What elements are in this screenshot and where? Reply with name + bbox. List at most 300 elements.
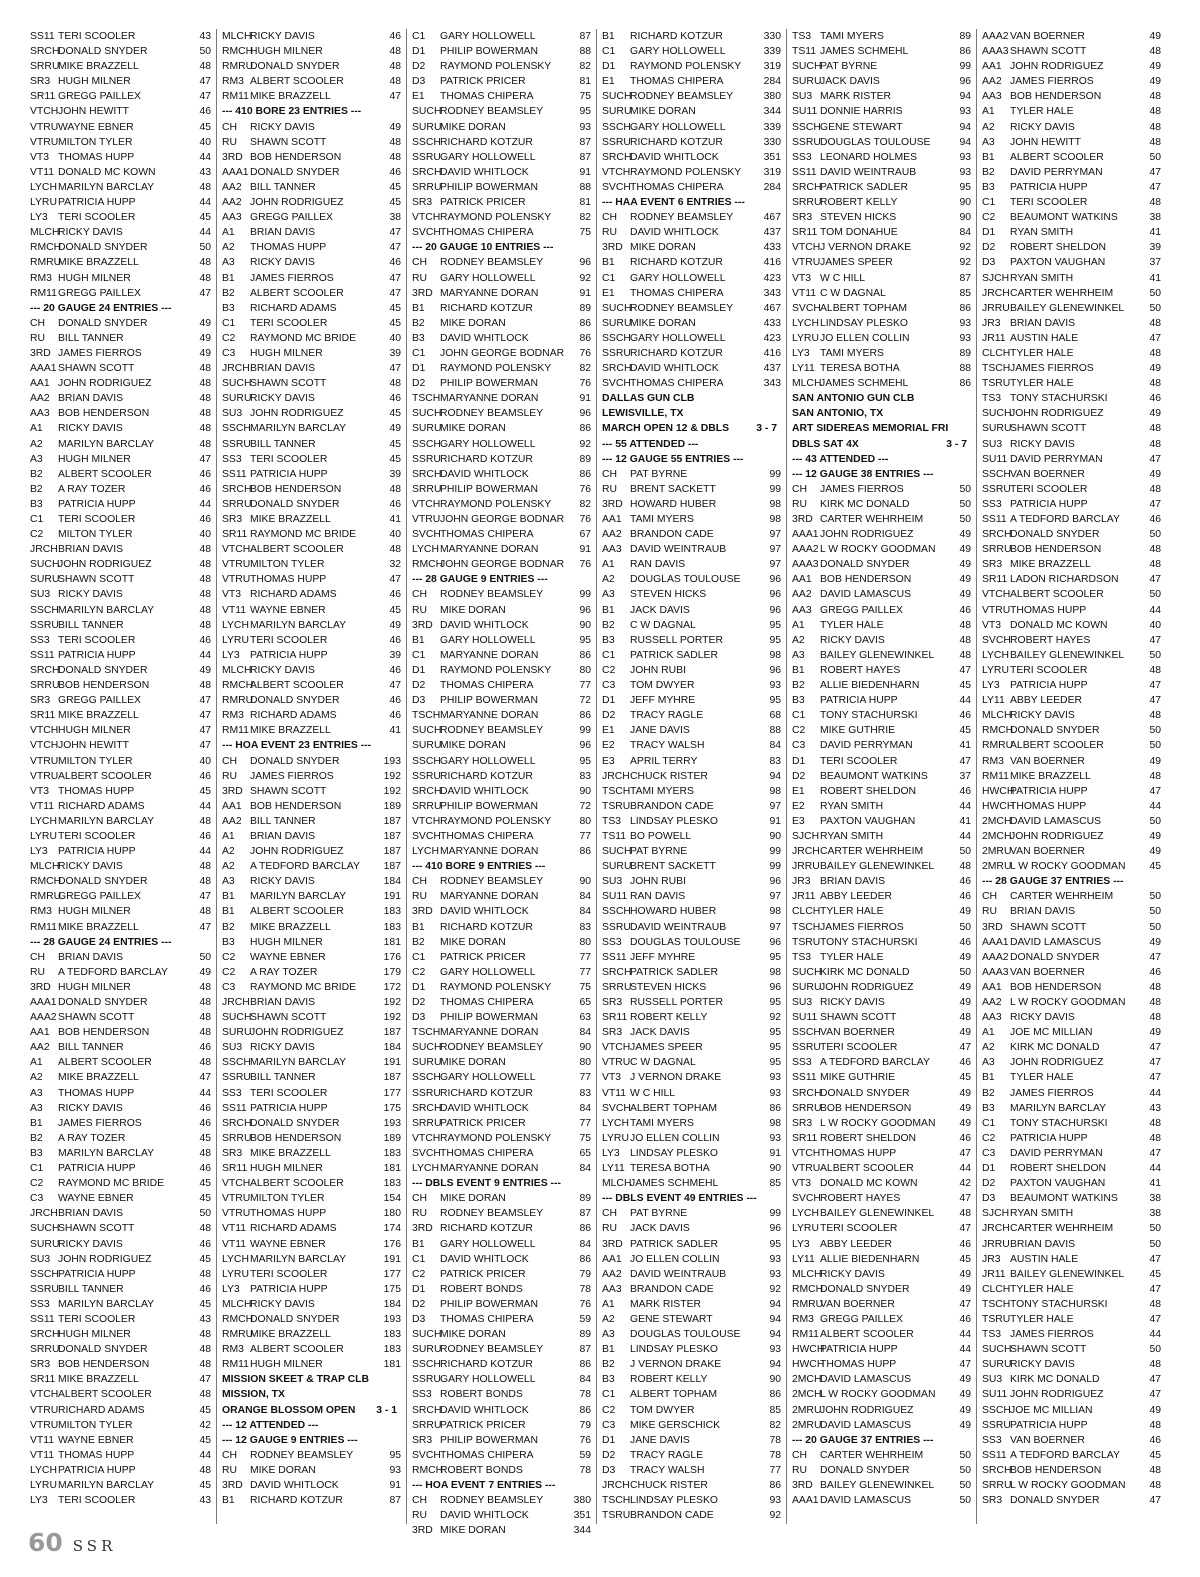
shooter-name: JOHN RODRIGUEZ [1010, 830, 1104, 842]
class-code: E2 [602, 740, 615, 752]
class-code: AA2 [30, 1042, 50, 1054]
score: 96 [769, 1223, 781, 1235]
result-row [792, 1131, 971, 1146]
result-row [222, 482, 401, 497]
class-code: VT11 [792, 287, 817, 299]
class-code: A1 [222, 227, 235, 239]
class-code: TSCH [412, 393, 441, 405]
shooter-name: BOB HENDERSON [1010, 91, 1102, 103]
result-row [792, 74, 971, 89]
event-name: ORANGE BLOSSOM OPEN [222, 1404, 356, 1416]
score: 46 [199, 1042, 211, 1054]
class-code: SRRU [982, 544, 1012, 556]
class-code: A1 [792, 619, 805, 631]
result-row [30, 1221, 211, 1236]
class-code: LYRU [602, 1132, 629, 1144]
result-row [412, 1418, 591, 1433]
class-code: AA2 [222, 197, 242, 209]
result-row [30, 572, 211, 587]
score: 96 [579, 257, 591, 269]
result-row [602, 1040, 781, 1055]
class-code: A1 [222, 830, 235, 842]
score: 97 [769, 559, 781, 571]
shooter-name: TERI SCOOLER [58, 830, 136, 842]
result-row [792, 44, 971, 59]
class-code: B2 [30, 483, 43, 495]
result-row [222, 512, 401, 527]
class-code: SR3 [982, 559, 1003, 571]
result-row [602, 240, 781, 255]
score: 46 [389, 695, 401, 707]
shooter-name: RICHARD KOTZUR [440, 136, 533, 148]
shooter-name: BRIAN DAVIS [58, 393, 124, 405]
score: 93 [579, 121, 591, 133]
score: 90 [769, 830, 781, 842]
shooter-name: DONNIE HARRIS [820, 106, 903, 118]
class-code: 2MRU [792, 1404, 822, 1416]
result-row [982, 920, 1161, 935]
score: 86 [769, 1102, 781, 1114]
result-row [30, 150, 211, 165]
score: 86 [579, 649, 591, 661]
result-row [412, 1206, 591, 1221]
class-code: 3RD [30, 981, 51, 993]
class-code: VTCH [982, 589, 1011, 601]
class-code: SS3 [30, 634, 50, 646]
result-row [30, 1312, 211, 1327]
score: 47 [959, 1042, 971, 1054]
result-row [602, 557, 781, 572]
class-code: RU [792, 1464, 808, 1476]
score: 49 [959, 1389, 971, 1401]
shooter-name: RAYMOND MC BRIDE [250, 332, 357, 344]
score: 45 [199, 1434, 211, 1446]
result-row [412, 391, 591, 406]
result-row [222, 1312, 401, 1327]
score: 87 [579, 31, 591, 42]
score: 48 [1149, 91, 1161, 103]
score: 94 [959, 91, 971, 103]
result-row [222, 44, 401, 59]
class-code: C1 [222, 317, 236, 329]
shooter-name: THOMAS CHIPERA [630, 378, 724, 390]
class-code: TSRU [982, 1313, 1011, 1325]
result-row [222, 1161, 401, 1176]
class-code: D3 [412, 1313, 426, 1325]
shooter-name: JAMES FIERROS [820, 921, 904, 933]
class-code: B3 [30, 1147, 43, 1159]
class-code: CH [412, 257, 428, 269]
class-code: MLCH [222, 31, 252, 42]
shooter-name: THOMAS HUPP [250, 242, 327, 254]
class-code: LYRU [222, 634, 249, 646]
shooter-name: MIKE GUTHRIE [820, 1072, 896, 1084]
result-row [412, 482, 591, 497]
shooter-name: RICKY DAVIS [250, 121, 315, 133]
class-code: C3 [602, 1419, 616, 1431]
result-row [30, 1025, 211, 1040]
score: 48 [1149, 1132, 1161, 1144]
score: 44 [199, 1087, 211, 1099]
class-code: 3RD [412, 1223, 433, 1235]
result-row [412, 1252, 591, 1267]
class-code: SJCH [982, 1208, 1010, 1220]
result-row [222, 1267, 401, 1282]
result-row [30, 587, 211, 602]
result-row [222, 1237, 401, 1252]
shooter-name: PATRICIA HUPP [820, 1344, 898, 1356]
result-row [30, 859, 211, 874]
section-header: --- 55 ATTENDED --- [602, 438, 699, 450]
result-row [792, 844, 971, 859]
score: 83 [579, 1087, 591, 1099]
class-code: SRRU [222, 498, 252, 510]
score: 48 [389, 483, 401, 495]
score: 48 [199, 589, 211, 601]
score: 46 [1149, 1434, 1161, 1446]
class-code: C1 [602, 46, 616, 58]
class-code: CH [602, 468, 618, 480]
shooter-name: VAN BOERNER [820, 1027, 895, 1039]
score: 47 [389, 242, 401, 254]
class-code: RU [412, 604, 428, 616]
score: 97 [769, 544, 781, 556]
score: 49 [1149, 408, 1161, 420]
score: 49 [959, 1117, 971, 1129]
score: 50 [1149, 906, 1161, 918]
result-row [792, 889, 971, 904]
score: 50 [1149, 589, 1161, 601]
class-code: E1 [602, 725, 615, 737]
class-code: RU [222, 136, 238, 148]
class-code: C1 [602, 649, 616, 661]
score: 46 [199, 1102, 211, 1114]
result-row [30, 135, 211, 150]
shooter-name: KIRK MC DONALD [820, 966, 910, 978]
class-code: B2 [982, 1087, 995, 1099]
class-code: A3 [982, 136, 995, 148]
result-row [602, 1387, 781, 1402]
score: 49 [1149, 846, 1161, 858]
class-code: TSCH [982, 363, 1011, 375]
shooter-name: L W ROCKY GOODMAN [1010, 1480, 1126, 1491]
result-row [982, 587, 1161, 602]
result-row [602, 59, 781, 74]
class-code: VT3 [792, 272, 812, 284]
shooter-name: HUGH MILNER [58, 981, 131, 993]
result-row [222, 497, 401, 512]
result-row [30, 920, 211, 935]
result-row [412, 406, 591, 421]
score: 39 [389, 649, 401, 661]
class-code: AA2 [222, 181, 242, 193]
class-code: SUCH [602, 302, 632, 314]
class-code: AA3 [792, 604, 812, 616]
score: 37 [1149, 257, 1161, 269]
score: 41 [389, 725, 401, 737]
class-code: B2 [982, 166, 995, 178]
score: 43 [199, 1313, 211, 1325]
score: 49 [959, 559, 971, 571]
class-code: SURU [30, 1238, 60, 1250]
result-row [792, 1116, 971, 1131]
result-row [222, 799, 401, 814]
score: 46 [389, 589, 401, 601]
score: 330 [763, 136, 781, 148]
score: 48 [199, 61, 211, 73]
shooter-name: GENE STEWART [630, 1313, 713, 1325]
score: 72 [579, 800, 591, 812]
class-code: VT11 [30, 800, 55, 812]
class-code: E1 [602, 287, 615, 299]
class-code: SU3 [982, 1374, 1003, 1386]
shooter-name: PATRICK SADLER [630, 649, 718, 661]
shooter-name: J VERNON DRAKE [630, 1072, 722, 1084]
event-name: ART SIDEREAS MEMORIAL FRI [792, 423, 949, 435]
shooter-name: DAVID WHITLOCK [630, 227, 719, 239]
shooter-name: RICKY DAVIS [250, 393, 315, 405]
score: 86 [579, 423, 591, 435]
result-row [602, 633, 781, 648]
shooter-name: THOMAS HUPP [250, 1208, 327, 1220]
class-code: SUCH [412, 1042, 442, 1054]
shooter-name: JOHN RODRIGUEZ [820, 981, 914, 993]
score: 96 [769, 936, 781, 948]
class-code: SU3 [222, 408, 243, 420]
score: 39 [389, 468, 401, 480]
class-code: D1 [412, 46, 426, 58]
shooter-name: DAVID WHITLOCK [440, 1253, 529, 1265]
score: 46 [199, 1117, 211, 1129]
class-code: B1 [412, 921, 425, 933]
class-code: SURU [792, 981, 822, 993]
shooter-name: JAMES SCHMEHL [630, 1178, 719, 1190]
class-code: SR11 [222, 529, 248, 541]
class-code: SSRU [412, 1374, 441, 1386]
score: 76 [579, 559, 591, 571]
score: 86 [579, 332, 591, 344]
shooter-name: HUGH MILNER [58, 453, 131, 465]
result-row [602, 769, 781, 784]
class-code: A2 [792, 634, 805, 646]
shooter-name: DONALD SNYDER [250, 755, 340, 767]
shooter-name: JOHN RODRIGUEZ [820, 529, 914, 541]
class-code: AA3 [602, 1283, 622, 1295]
score: 75 [579, 91, 591, 103]
class-code: RM3 [222, 76, 244, 88]
score: 330 [763, 31, 781, 42]
class-code: VTRU [30, 1419, 59, 1431]
class-code: SJCH [792, 830, 820, 842]
class-code: SSRU [222, 438, 251, 450]
shooter-name: DOUGLAS TOULOUSE [820, 136, 931, 148]
shooter-name: L W ROCKY GOODMAN [820, 1389, 936, 1401]
class-code: D1 [412, 1283, 426, 1295]
result-row [222, 935, 401, 950]
shooter-name: TYLER HALE [820, 619, 884, 631]
class-code: A1 [982, 1027, 995, 1039]
shooter-name: MARILYN BARCLAY [58, 181, 155, 193]
score: 75 [579, 227, 591, 239]
score: 47 [1149, 1389, 1161, 1401]
result-row [602, 1508, 781, 1523]
class-code: RU [602, 483, 618, 495]
result-row [792, 1357, 971, 1372]
class-code: SS11 [982, 514, 1007, 525]
result-row [982, 180, 1161, 195]
result-row [222, 723, 401, 738]
score: 50 [1149, 151, 1161, 163]
class-code: AAA2 [982, 951, 1009, 963]
shooter-name: PATRICK PRICER [440, 76, 526, 88]
shooter-name: WAYNE EBNER [58, 1434, 134, 1446]
result-row [412, 965, 591, 980]
class-code: D3 [982, 1193, 996, 1205]
shooter-name: JOHN RUBI [630, 876, 686, 888]
class-code: 3RD [792, 514, 813, 525]
shooter-name: JAMES FIERROS [250, 770, 334, 782]
result-row [222, 225, 401, 240]
score: 93 [389, 1464, 401, 1476]
score: 192 [383, 785, 401, 797]
result-row [222, 663, 401, 678]
section-header: --- HAA EVENT 6 ENTRIES --- [602, 197, 745, 209]
result-row [30, 663, 211, 678]
shooter-name: BAILEY GLENEWINKEL [1010, 1268, 1125, 1280]
score: 81 [579, 76, 591, 88]
score: 80 [579, 1057, 591, 1069]
class-code: CH [982, 891, 998, 903]
result-row [792, 1086, 971, 1101]
class-code: D2 [412, 378, 426, 390]
result-row [222, 421, 401, 436]
shooter-name: RICHARD KOTZUR [630, 136, 723, 148]
result-row [30, 889, 211, 904]
class-code: B3 [222, 302, 235, 314]
score: 77 [579, 830, 591, 842]
score: 50 [959, 514, 971, 525]
score: 319 [763, 61, 781, 73]
result-row [602, 678, 781, 693]
score: 78 [579, 1464, 591, 1476]
shooter-name: THOMAS HUPP [58, 785, 135, 797]
score: 93 [959, 106, 971, 118]
result-row [412, 1116, 591, 1131]
shooter-name: CARTER WEHRHEIM [820, 514, 924, 525]
class-code: SS3 [222, 453, 242, 465]
result-row [792, 195, 971, 210]
class-code: SUCH [792, 966, 822, 978]
shooter-name: ALBERT SCOOLER [58, 1389, 152, 1401]
class-code: SS11 [30, 31, 55, 42]
class-code: JR11 [982, 332, 1006, 344]
result-row [412, 799, 591, 814]
result-row [792, 829, 971, 844]
class-code: SSRU [30, 1283, 59, 1295]
class-code: 3RD [412, 619, 433, 631]
shooter-name: BRIAN DAVIS [820, 876, 886, 888]
result-row [222, 1025, 401, 1040]
class-code: RMRU [222, 695, 254, 707]
class-code: SUCH [412, 725, 442, 737]
shooter-name: RAYMOND MC BRIDE [250, 981, 357, 993]
score: 39 [389, 347, 401, 359]
result-row [30, 406, 211, 421]
score: 47 [1149, 1147, 1161, 1159]
score: 46 [199, 468, 211, 480]
shooter-name: SHAWN SCOTT [58, 1223, 135, 1235]
score: 95 [579, 634, 591, 646]
result-row [30, 708, 211, 723]
shooter-name: RODNEY BEAMSLEY [630, 91, 734, 103]
class-code: TS3 [602, 815, 622, 827]
result-row [412, 1327, 591, 1342]
shooter-name: BO POWELL [630, 830, 692, 842]
class-code: VTCH [30, 106, 59, 118]
class-code: JR11 [982, 1268, 1006, 1280]
class-code: SURU [412, 121, 442, 133]
shooter-name: LADON RICHARDSON [1010, 574, 1119, 586]
shooter-name: VAN BOERNER [1010, 755, 1085, 767]
score: 380 [763, 91, 781, 103]
result-row [602, 1478, 781, 1493]
class-code: SRRU [412, 1419, 442, 1431]
shooter-name: TERI SCOOLER [1010, 664, 1088, 676]
score: 93 [959, 317, 971, 329]
shooter-name: DONALD MC KOWN [1010, 619, 1108, 631]
shooter-name: GARY HOLLOWELL [630, 272, 726, 284]
shooter-name: ALBERT SCOOLER [58, 1057, 152, 1069]
class-code: SRCH [222, 483, 252, 495]
result-row [602, 1010, 781, 1025]
class-code: B3 [982, 1102, 995, 1114]
result-row [412, 225, 591, 240]
result-row [982, 210, 1161, 225]
score: 46 [1149, 393, 1161, 405]
score: 95 [769, 997, 781, 1008]
shooter-name: MIKE DORAN [440, 1193, 506, 1205]
shooter-name: A RAY TOZER [58, 1132, 126, 1144]
result-row [982, 784, 1161, 799]
score: 50 [959, 1449, 971, 1461]
result-row [602, 1297, 781, 1312]
shooter-name: ALBERT TOPHAM [630, 1102, 718, 1114]
result-row [982, 603, 1161, 618]
score: 88 [579, 181, 591, 193]
result-row [30, 678, 211, 693]
result-row [30, 286, 211, 301]
score: 48 [199, 1057, 211, 1069]
score: 48 [199, 1329, 211, 1341]
class-code: SVCH [412, 227, 441, 239]
result-row [982, 406, 1161, 421]
class-code: D1 [412, 664, 426, 676]
shooter-name: TERI SCOOLER [820, 1042, 898, 1054]
class-code: SU3 [602, 876, 623, 888]
shooter-name: DAVID WEINTRAUB [630, 1268, 727, 1280]
shooter-name: THOMAS CHIPERA [440, 1449, 534, 1461]
class-code: SVCH [602, 181, 631, 193]
result-row [982, 693, 1161, 708]
score: 86 [579, 317, 591, 329]
result-row [792, 1176, 971, 1191]
score: 49 [1149, 31, 1161, 42]
score: 50 [1149, 740, 1161, 752]
result-row [602, 1206, 781, 1221]
score: 48 [1149, 483, 1161, 495]
class-code: D2 [412, 680, 426, 692]
score: 49 [389, 121, 401, 133]
